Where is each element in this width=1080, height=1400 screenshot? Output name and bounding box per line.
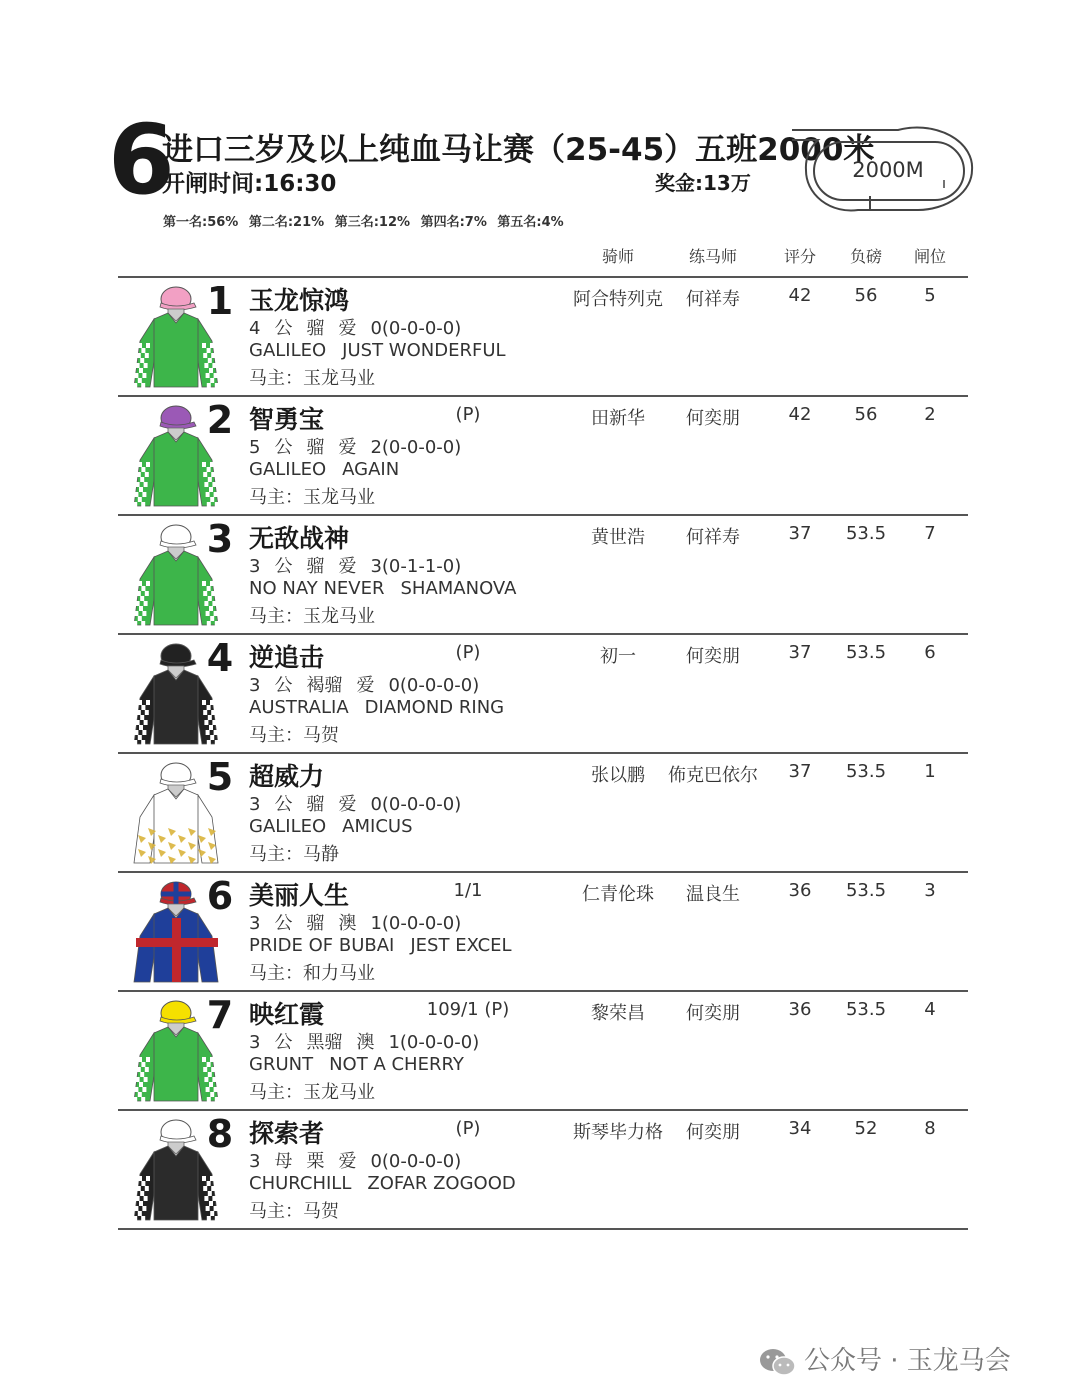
barrier-draw: 1	[924, 761, 936, 782]
horse-number: 1	[206, 279, 234, 323]
horse-pedigree	[249, 816, 429, 837]
horse-pedigree	[249, 1054, 480, 1075]
runner-row	[118, 634, 968, 752]
barrier-draw: 2	[924, 404, 936, 425]
horse-number: 5	[206, 755, 234, 799]
horse-record: 0(0-0-0-0)	[370, 318, 462, 339]
runner-row	[118, 872, 968, 990]
horse-name: 无敌战神	[249, 524, 350, 553]
horse-age: 3	[249, 794, 261, 815]
runner-row	[118, 277, 968, 395]
horse-sire: NO NAY NEVER	[249, 578, 385, 599]
horse-rating: 34	[788, 1118, 812, 1139]
horse-color: 栗	[306, 1151, 325, 1172]
horse-record: 3(0-1-1-0)	[370, 556, 462, 577]
race-title: 进口三岁及以上纯血马让赛（25-45）五班2000米	[162, 132, 875, 168]
horse-pedigree	[249, 1173, 532, 1194]
horse-sex: 公	[274, 1032, 293, 1053]
column-header-weight: 负磅	[849, 247, 882, 266]
horse-rating: 42	[788, 285, 812, 306]
horse-sex: 公	[274, 318, 293, 339]
prize-share: 第二名:21%	[248, 215, 325, 230]
horse-pedigree	[249, 459, 415, 480]
trainer-name: 何奕朋	[686, 646, 740, 667]
horse-rating: 36	[788, 999, 812, 1020]
horse-dam: ZOFAR ZOGOOD	[367, 1173, 516, 1194]
horse-owner: 马主：马贺	[249, 1201, 339, 1222]
prize-share: 第三名:12%	[334, 215, 411, 230]
barrier-draw: 3	[924, 880, 936, 901]
horse-dam: AMICUS	[342, 816, 413, 837]
horse-sire: CHURCHILL	[249, 1173, 352, 1194]
horse-dam: AGAIN	[342, 459, 400, 480]
horse-owner: 马主：玉龙马业	[249, 606, 375, 627]
horse-owner: 马主：玉龙马业	[249, 1082, 375, 1103]
horse-sire: GALILEO	[249, 816, 327, 837]
horse-record: 2(0-0-0-0)	[370, 437, 462, 458]
horse-sire: GALILEO	[249, 459, 327, 480]
carried-weight: 53.5	[845, 761, 887, 782]
runner-row	[118, 753, 968, 871]
horse-profile	[249, 1028, 493, 1054]
carried-weight: 53.5	[845, 523, 887, 544]
horse-odds: (P)	[455, 1118, 481, 1139]
horse-origin: 爱	[338, 556, 357, 577]
horse-name: 智勇宝	[249, 405, 325, 434]
trainer-name: 何奕朋	[686, 1122, 740, 1143]
barrier-draw: 5	[924, 285, 936, 306]
row-divider	[118, 1228, 968, 1230]
horse-age: 5	[249, 437, 261, 458]
horse-dam: NOT A CHERRY	[329, 1054, 464, 1075]
horse-record: 0(0-0-0-0)	[370, 794, 462, 815]
horse-owner: 马主：玉龙马业	[249, 487, 375, 508]
horse-origin: 爱	[338, 437, 357, 458]
carried-weight: 53.5	[845, 642, 887, 663]
wechat-icon	[758, 1347, 798, 1377]
horse-dam: JEST EXCEL	[410, 935, 512, 956]
horse-owner: 马主：马贺	[249, 725, 339, 746]
horse-sire: GRUNT	[249, 1054, 314, 1075]
horse-profile	[249, 433, 475, 459]
barrier-draw: 8	[924, 1118, 936, 1139]
jockey-name: 斯琴毕力格	[573, 1122, 663, 1143]
horse-odds: (P)	[455, 642, 481, 663]
horse-pedigree	[249, 340, 522, 361]
carried-weight: 53.5	[845, 880, 887, 901]
horse-number: 8	[206, 1112, 234, 1156]
trainer-name: 何奕朋	[686, 408, 740, 429]
horse-sire: PRIDE OF BUBAI	[249, 935, 395, 956]
horse-origin: 爱	[338, 1151, 357, 1172]
horse-age: 4	[249, 318, 261, 339]
horse-record: 1(0-0-0-0)	[388, 1032, 480, 1053]
horse-age: 3	[249, 675, 261, 696]
horse-sex: 公	[274, 556, 293, 577]
horse-odds: 1/1	[453, 880, 483, 901]
horse-profile	[249, 314, 475, 340]
runner-row	[118, 991, 968, 1109]
trainer-name: 温良生	[686, 884, 740, 905]
horse-name: 探索者	[249, 1119, 325, 1148]
horse-origin: 澳	[356, 1032, 375, 1053]
horse-sex: 公	[274, 794, 293, 815]
horse-record: 0(0-0-0-0)	[388, 675, 480, 696]
horse-number: 4	[206, 636, 234, 680]
start-time: 开闸时间:16:30	[162, 171, 337, 197]
runner-row	[118, 396, 968, 514]
horse-dam: SHAMANOVA	[400, 578, 517, 599]
horse-number: 2	[206, 398, 234, 442]
carried-weight: 53.5	[845, 999, 887, 1020]
horse-name: 玉龙惊鸿	[249, 286, 350, 315]
horse-color: 骝	[306, 794, 325, 815]
trainer-name: 何祥寿	[686, 527, 740, 548]
jockey-name: 黎荣昌	[591, 1003, 645, 1024]
horse-rating: 36	[788, 880, 812, 901]
jockey-name: 仁青伦珠	[582, 884, 654, 905]
horse-sire: GALILEO	[249, 340, 327, 361]
horse-origin: 爱	[356, 675, 375, 696]
trainer-name: 佈克巴依尔	[668, 765, 758, 786]
horse-record: 0(0-0-0-0)	[370, 1151, 462, 1172]
column-header-trainer: 练马师	[688, 247, 737, 266]
runner-row	[118, 515, 968, 633]
horse-color: 褐骝	[306, 675, 343, 696]
horse-color: 黑骝	[306, 1032, 343, 1053]
jockey-name: 张以鹏	[591, 765, 645, 786]
jockey-name: 初一	[600, 646, 636, 667]
jockey-name: 黄世浩	[591, 527, 645, 548]
column-header-draw: 闸位	[913, 247, 946, 266]
horse-rating: 37	[788, 642, 812, 663]
horse-profile	[249, 790, 475, 816]
horse-owner: 马主：马静	[249, 844, 339, 865]
prize-share: 第一名:56%	[163, 215, 239, 230]
jockey-name: 田新华	[591, 408, 645, 429]
race-number: 6	[108, 104, 175, 216]
horse-origin: 爱	[338, 794, 357, 815]
horse-dam: JUST WONDERFUL	[342, 340, 506, 361]
horse-profile	[249, 909, 475, 935]
horse-number: 7	[206, 993, 234, 1037]
barrier-draw: 4	[924, 999, 936, 1020]
prize-money: 奖金:13万	[655, 171, 751, 195]
horse-sex: 母	[274, 1151, 293, 1172]
horse-pedigree	[249, 578, 532, 599]
runner-row	[118, 1110, 968, 1228]
horse-owner: 马主：和力马业	[249, 963, 375, 984]
horse-number: 6	[206, 874, 234, 918]
horse-age: 3	[249, 913, 261, 934]
barrier-draw: 7	[924, 523, 936, 544]
horse-pedigree	[249, 697, 520, 718]
horse-number: 3	[206, 517, 234, 561]
horse-profile	[249, 671, 493, 697]
horse-name: 逆追击	[249, 643, 325, 672]
prize-share: 第五名:4%	[497, 215, 564, 230]
horse-name: 映红霞	[249, 1000, 325, 1029]
horse-name: 美丽人生	[249, 881, 350, 910]
horse-origin: 澳	[338, 913, 357, 934]
carried-weight: 56	[854, 404, 878, 425]
horse-profile	[249, 1147, 475, 1173]
horse-name: 超威力	[249, 762, 325, 791]
footer-watermark	[758, 1340, 1011, 1377]
track-distance-label: 2000M	[852, 158, 924, 182]
horse-odds: (P)	[455, 404, 481, 425]
horse-odds: 109/1 (P)	[426, 999, 510, 1020]
horse-rating: 42	[788, 404, 812, 425]
horse-color: 骝	[306, 437, 325, 458]
horse-age: 3	[249, 556, 261, 577]
trainer-name: 何祥寿	[686, 289, 740, 310]
horse-sex: 公	[274, 913, 293, 934]
barrier-draw: 6	[924, 642, 936, 663]
horse-color: 骝	[306, 913, 325, 934]
prize-share: 第四名:7%	[420, 215, 487, 230]
column-header-jockey: 骑师	[601, 247, 634, 266]
carried-weight: 56	[854, 285, 878, 306]
horse-color: 骝	[306, 556, 325, 577]
horse-age: 3	[249, 1151, 261, 1172]
horse-sex: 公	[274, 437, 293, 458]
horse-rating: 37	[788, 523, 812, 544]
horse-color: 骝	[306, 318, 325, 339]
horse-pedigree	[249, 935, 528, 956]
horse-profile	[249, 552, 475, 578]
horse-owner: 马主：玉龙马业	[249, 368, 375, 389]
horse-dam: DIAMOND RING	[364, 697, 505, 718]
horse-record: 1(0-0-0-0)	[370, 913, 462, 934]
trainer-name: 何奕朋	[686, 1003, 740, 1024]
horse-sire: AUSTRALIA	[249, 697, 349, 718]
horse-age: 3	[249, 1032, 261, 1053]
horse-origin: 爱	[338, 318, 357, 339]
jockey-name: 阿合特列克	[573, 289, 663, 310]
carried-weight: 52	[854, 1118, 878, 1139]
footer-text: 公众号 · 玉龙马会	[804, 1346, 1011, 1376]
column-header-rating: 评分	[783, 247, 816, 266]
horse-sex: 公	[274, 675, 293, 696]
horse-rating: 37	[788, 761, 812, 782]
prize-distribution	[163, 211, 570, 230]
track-diagram	[788, 126, 978, 214]
